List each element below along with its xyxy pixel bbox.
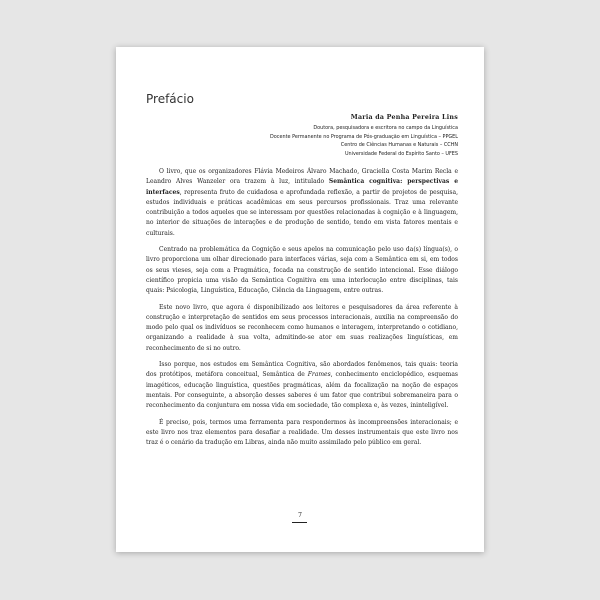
- book-title-emphasis: Semântica cognitiva: perspectivas e interfaces: [146, 178, 459, 196]
- book-page: [116, 47, 484, 552]
- paragraph: Este novo livro, que agora é disponibilizado aos leitores e pesquisadores da área referente à construção e interpretação de sentidos em seus processos interacionais, auxilia na compreensão do modo pelo qual os indivíduos se reconhecem como humanos e interagem, interpretando o cotidiano, organizando a realidade à sua volta, admitindo-se ator em suas realizações linguísticas, em reconhecimento de si no outro.: [146, 303, 458, 352]
- author-block: [270, 114, 458, 159]
- author-affiliation-line: Centro de Ciências Humanas e Naturais – CCHN: [340, 142, 458, 149]
- author-affiliation-line: Universidade Federal do Espírito Santo – UFES: [344, 151, 458, 158]
- author-affiliation-line: Docente Permanente no Programa de Pós-graduação em Linguística – PPGEL: [270, 133, 458, 140]
- page-number: 7: [298, 512, 302, 519]
- paragraph: O livro, que os organizadores Flávia Medeiros Álvaro Machado, Graciella Costa Marim Recla e Leandro Alves Wanzeler ora trazem à luz, intitulado Semântica cognitiva: perspectivas e interfaces, representa fruto de cuidadosa e aprofundada reflexão, a partir de projetos de pesquisa, estudos individuais e práticas acadêmicas em seus percursos profissionais. Traz uma relevante contribuição a todos aqueles que se interessam por questões relacionadas à cognição e à linguagem, no interior de situações de interações e de produção de sentido, tendo em vista fatores mentais e culturais.: [146, 168, 459, 237]
- page-title: Prefácio: [146, 92, 194, 106]
- author-name: Maria da Penha Pereira Lins: [350, 114, 458, 121]
- paragraph: Isso porque, nos estudos em Semântica Cognitiva, são abordados fenômenos, tais quais: teoria dos protótipos, metáfora conceitual, Semântica de Frames, conhecimento enciclopédico, esquemas imagéticos, educação linguística, questões pragmáticas, além da focalização na noção de espaços mentais. Por conseguinte, a absorção desses saberes é um fator que contribui sobremaneira para o reconhecimento da conjuntura em nossa vida em sociedade, tão complexa e, às vezes, ininteligível.: [146, 361, 458, 410]
- frames-emphasis: Frames: [307, 371, 331, 379]
- author-affiliation-line: Doutora, pesquisadora e escritora no campo da Linguística: [313, 125, 458, 131]
- page-number-underline: [292, 522, 307, 523]
- paragraph: É preciso, pois, termos uma ferramenta para respondermos às incompreensões interacionais; e este livro nos traz elementos para desafiar a realidade. Um desses instrumentais que este livro nos traz é o cenário da tradução em Libras, ainda não muito assimilado pelo público em geral.: [146, 418, 458, 447]
- body-text: [146, 167, 458, 454]
- paragraph: Centrado na problemática da Cognição e seus apelos na comunicação pelo uso da(s) língua(s), o livro proporciona um olhar direcionado para interfaces várias, seja com a Semântica em si, em todos os seus vieses, seja com a Pragmática, focada na construção de sentido intencional. Esse diálogo científico propicia uma visão da Semântica Cognitiva em uma interlocução entre disciplinas, tais quais: Psicologia, Linguística, Educação, Ciência da Linguagem, entre outras.: [146, 246, 458, 295]
